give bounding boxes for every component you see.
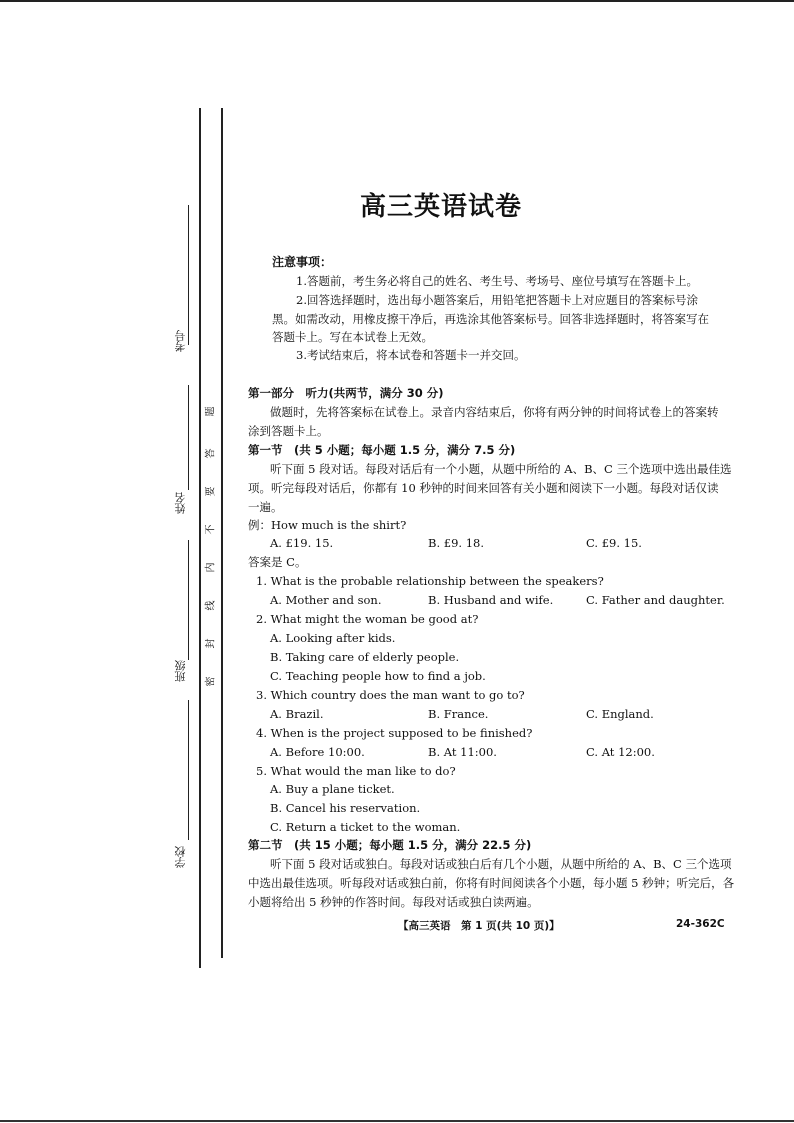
notes-line: 2.回答选择题时，选出每小题答案后，用铅笔把答题卡上对应题目的答案标号涂 xyxy=(296,293,698,307)
q2-option-b: B. Taking care of elderly people. xyxy=(270,650,460,664)
example-option-c: C. £9. 15. xyxy=(586,536,642,550)
q2-option-a: A. Looking after kids. xyxy=(270,631,396,645)
q1-option-b: B. Husband and wife. xyxy=(428,593,554,607)
part1-heading: 第一部分 听力(共两节，满分 30 分) xyxy=(248,386,444,400)
example-option-a: A. £19. 15. xyxy=(270,536,334,550)
question-5: 5. What would the man like to do? xyxy=(256,764,456,778)
notes-line: 答题卡上。写在本试卷上无效。 xyxy=(272,330,433,344)
q5-option-c: C. Return a ticket to the woman. xyxy=(270,820,461,834)
q3-option-a: A. Brazil. xyxy=(270,707,324,721)
paper-code: 24-362C xyxy=(676,918,725,930)
section2-intro: 中选出最佳选项。听每段对话或独白前，你将有时间阅读各个小题，每小题 5 秒钟；听完后，各 xyxy=(248,876,735,890)
seal-char: 题 xyxy=(205,406,217,417)
page-top-edge xyxy=(0,0,794,2)
exam-no-blank xyxy=(188,205,189,345)
notes-line: 黑。如需改动，用橡皮擦干净后，再选涂其他答案标号。回答非选择题时，将答案写在 xyxy=(272,312,709,326)
page-title: 高三英语试卷 xyxy=(360,192,523,222)
seal-char: 密 xyxy=(205,676,217,687)
section2-heading: 第二节 (共 15 小题；每小题 1.5 分，满分 22.5 分) xyxy=(248,838,532,852)
q1-option-c: C. Father and daughter. xyxy=(586,593,725,607)
question-3: 3. Which country does the man want to go to? xyxy=(256,688,525,702)
part1-intro: 涂到答题卡上。 xyxy=(248,424,329,438)
notes-heading: 注意事项： xyxy=(272,255,333,269)
q4-option-c: C. At 12:00. xyxy=(586,745,655,759)
q4-option-a: A. Before 10:00. xyxy=(270,745,365,759)
binding-line-outer xyxy=(199,108,201,968)
example-question: 例：How much is the shirt? xyxy=(248,518,407,532)
exam-no-label: 考号 xyxy=(174,330,187,352)
question-1: 1. What is the probable relationship between the speakers? xyxy=(256,574,604,588)
seal-char: 要 xyxy=(205,486,217,497)
seal-char: 答 xyxy=(205,448,217,459)
seal-char: 封 xyxy=(205,638,217,649)
q5-option-b: B. Cancel his reservation. xyxy=(270,801,421,815)
section1-intro: 项。听完每段对话后，你都有 10 秒钟的时间来回答有关小题和阅读下一小题。每段对话仅读 xyxy=(248,481,719,495)
q4-option-b: B. At 11:00. xyxy=(428,745,497,759)
section2-intro: 听下面 5 段对话或独白。每段对话或独白后有几个小题，从题中所给的 A、B、C 三个选项 xyxy=(270,857,732,871)
q3-option-c: C. England. xyxy=(586,707,654,721)
q2-option-c: C. Teaching people how to find a job. xyxy=(270,669,486,683)
q1-option-a: A. Mother and son. xyxy=(270,593,382,607)
question-4: 4. When is the project supposed to be finished? xyxy=(256,726,533,740)
q3-option-b: B. France. xyxy=(428,707,489,721)
question-2: 2. What might the woman be good at? xyxy=(256,612,479,626)
seal-char: 线 xyxy=(205,600,217,611)
seal-char: 内 xyxy=(205,562,217,573)
name-label: 姓名 xyxy=(174,492,187,514)
section1-heading: 第一节 (共 5 小题；每小题 1.5 分，满分 7.5 分) xyxy=(248,443,516,457)
q5-option-a: A. Buy a plane ticket. xyxy=(270,782,395,796)
school-label: 学校 xyxy=(174,846,187,868)
part1-intro: 做题时，先将答案标在试卷上。录音内容结束后，你将有两分钟的时间将试卷上的答案转 xyxy=(270,405,719,419)
section1-intro: 听下面 5 段对话。每段对话后有一个小题，从题中所给的 A、B、C 三个选项中选出最佳选 xyxy=(270,462,732,476)
name-blank xyxy=(188,385,189,490)
notes-line: 1.答题前，考生务必将自己的姓名、考生号、考场号、座位号填写在答题卡上。 xyxy=(296,274,698,288)
page-footer: 【高三英语 第 1 页(共 10 页)】 xyxy=(398,920,560,932)
notes-line: 3.考试结束后，将本试卷和答题卡一并交回。 xyxy=(296,348,526,362)
binding-line-inner xyxy=(221,108,223,958)
example-answer: 答案是 C。 xyxy=(248,555,307,569)
class-blank xyxy=(188,540,189,660)
class-label: 班级 xyxy=(174,660,187,682)
seal-char: 不 xyxy=(205,524,217,535)
example-option-b: B. £9. 18. xyxy=(428,536,484,550)
page-bottom-edge xyxy=(0,1120,794,1122)
school-blank xyxy=(188,700,189,840)
section2-intro: 小题将给出 5 秒钟的作答时间。每段对话或独白读两遍。 xyxy=(248,895,539,909)
section1-intro: 一遍。 xyxy=(248,500,283,514)
